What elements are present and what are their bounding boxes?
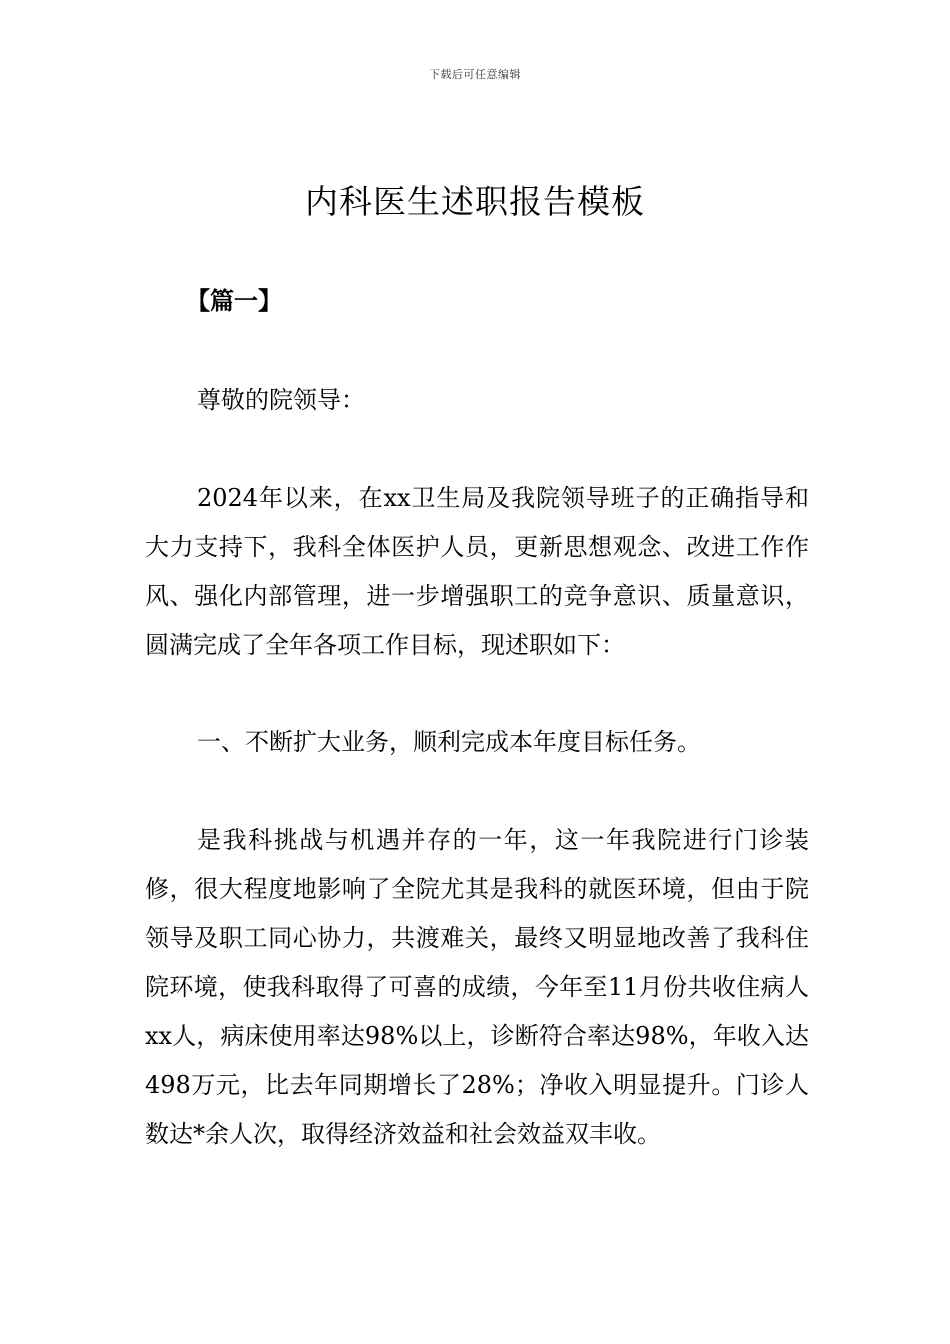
paragraph-intro: 2024年以来，在xx卫生局及我院领导班子的正确指导和大力支持下，我科全体医护人员，更新思想观念、改进工作作风、强化内部管理，进一步增强职工的竞争意识、质量意识，圆满完成了全年各项工作目标，现述职如下： — [145, 484, 809, 659]
header-note: 下载后可任意编辑 — [429, 68, 521, 81]
paragraph-achievements: 是我科挑战与机遇并存的一年，这一年我院进行门诊装修，很大程度地影响了全院尤其是我科的就医环境，但由于院领导及职工同心协力，共渡难关，最终又明显地改善了我科住院环境，使我科取得了可喜的成绩，今年至11月份共收住病人xx人，病床使用率达98%以上，诊断符合率达98%，年收入达498万元，比去年同期增长了28%；净收入明显提升。门诊人数达*余人次，取得经济效益和社会效益双丰收。 — [145, 826, 809, 1148]
section-heading-one: 一、不断扩大业务，顺利完成本年度目标任务。 — [197, 728, 701, 756]
document-title: 内科医生述职报告模板 — [305, 182, 645, 221]
salutation: 尊敬的院领导： — [197, 386, 365, 414]
section-tag: 【篇一】 — [186, 287, 282, 315]
